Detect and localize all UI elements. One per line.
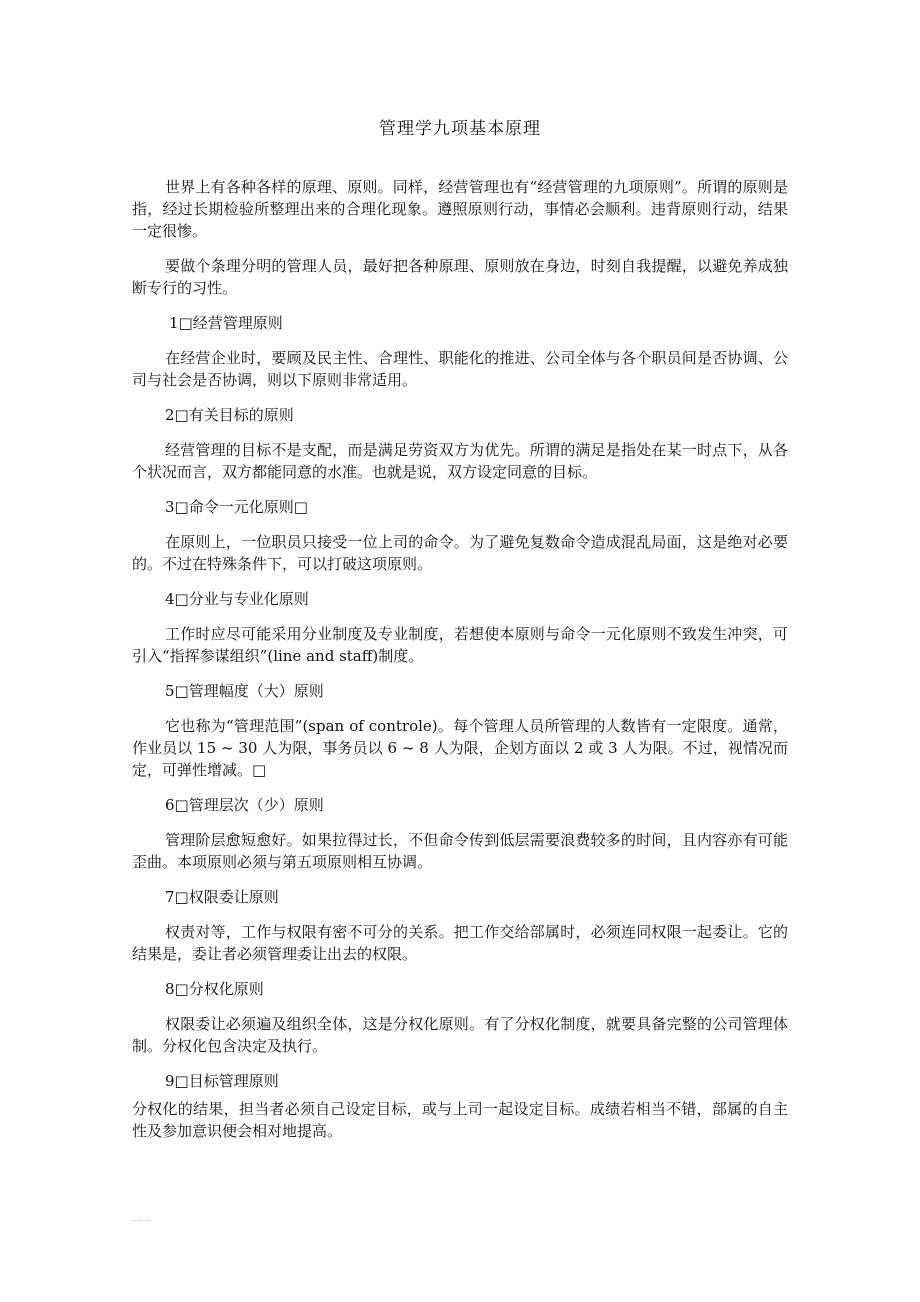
section-heading-3: 3□命令一元化原则□ xyxy=(165,498,308,516)
section-heading-2: 2□有关目标的原则 xyxy=(165,406,294,424)
section-text-4: 工作时应尽可能采用分业制度及专业制度，若想使本原则与命令一元化原则不致发生冲突，可引入“指挥参谋组织”(line and staff)制度。 xyxy=(132,625,788,665)
section-text-7: 权责对等，工作与权限有密不可分的关系。把工作交给部属时，必须连同权限一起委让。它的结果是，委让者必须管理委让出去的权限。 xyxy=(132,923,788,963)
section-heading-8: 8□分权化原则 xyxy=(165,980,264,998)
document-body xyxy=(132,176,788,1142)
section-text-2: 经营管理的目标不是支配，而是满足劳资双方为优先。所谓的满足是指处在某一时点下，从各个状况而言，双方都能同意的水准。也就是说，双方设定同意的目标。 xyxy=(132,441,788,481)
intro-paragraph-2: 要做个条理分明的管理人员，最好把各种原理、原则放在身边，时刻自我提醒，以避免养成独断专行的习性。 xyxy=(132,257,788,297)
intro-paragraph-1: 世界上有各种各样的原理、原则。同样，经营管理也有“经营管理的九项原则”。所谓的原则是指，经过长期检验所整理出来的合理化现象。遵照原则行动，事情必会顺利。违背原则行动，结果一定很惨。 xyxy=(132,178,788,240)
section-text-9: 分权化的结果，担当者必须自己设定目标，或与上司一起设定目标。成绩若相当不错，部属的自主性及参加意识便会相对地提高。 xyxy=(132,1100,788,1140)
section-text-5: 它也称为“管理范围”(span of controle)。每个管理人员所管理的人数皆有一定限度。通常，作业员以 15 ~ 30 人为限，事务员以 6 ~ 8 人为限，企划方面以 2 或 3 人为限。不过，视情况而定，可弹性增减。□ xyxy=(132,717,788,779)
document-title: 管理学九项基本原理 xyxy=(379,119,541,139)
section-heading-4: 4□分业与专业化原则 xyxy=(165,590,309,608)
footer-divider xyxy=(132,1218,152,1221)
section-heading-1: 1□经营管理原则 xyxy=(169,314,283,332)
section-heading-5: 5□管理幅度（大）原则 xyxy=(165,682,324,700)
section-heading-7: 7□权限委让原则 xyxy=(165,888,279,906)
section-text-8: 权限委让必须遍及组织全体，这是分权化原则。有了分权化制度，就要具备完整的公司管理体制。分权化包含决定及执行。 xyxy=(132,1015,788,1055)
section-heading-9: 9□目标管理原则 xyxy=(165,1072,279,1090)
section-heading-6: 6□管理层次（少）原则 xyxy=(165,796,324,814)
section-text-6: 管理阶层愈短愈好。如果拉得过长，不但命令传到低层需要浪费较多的时间，且内容亦有可能歪曲。本项原则必须与第五项原则相互协调。 xyxy=(132,831,788,871)
section-text-3: 在原则上，一位职员只接受一位上司的命令。为了避免复数命令造成混乱局面，这是绝对必要的。不过在特殊条件下，可以打破这项原则。 xyxy=(132,533,788,573)
section-text-1: 在经营企业时，要顾及民主性、合理性、职能化的推进、公司全体与各个职员间是否协调、公司与社会是否协调，则以下原则非常适用。 xyxy=(132,349,788,389)
